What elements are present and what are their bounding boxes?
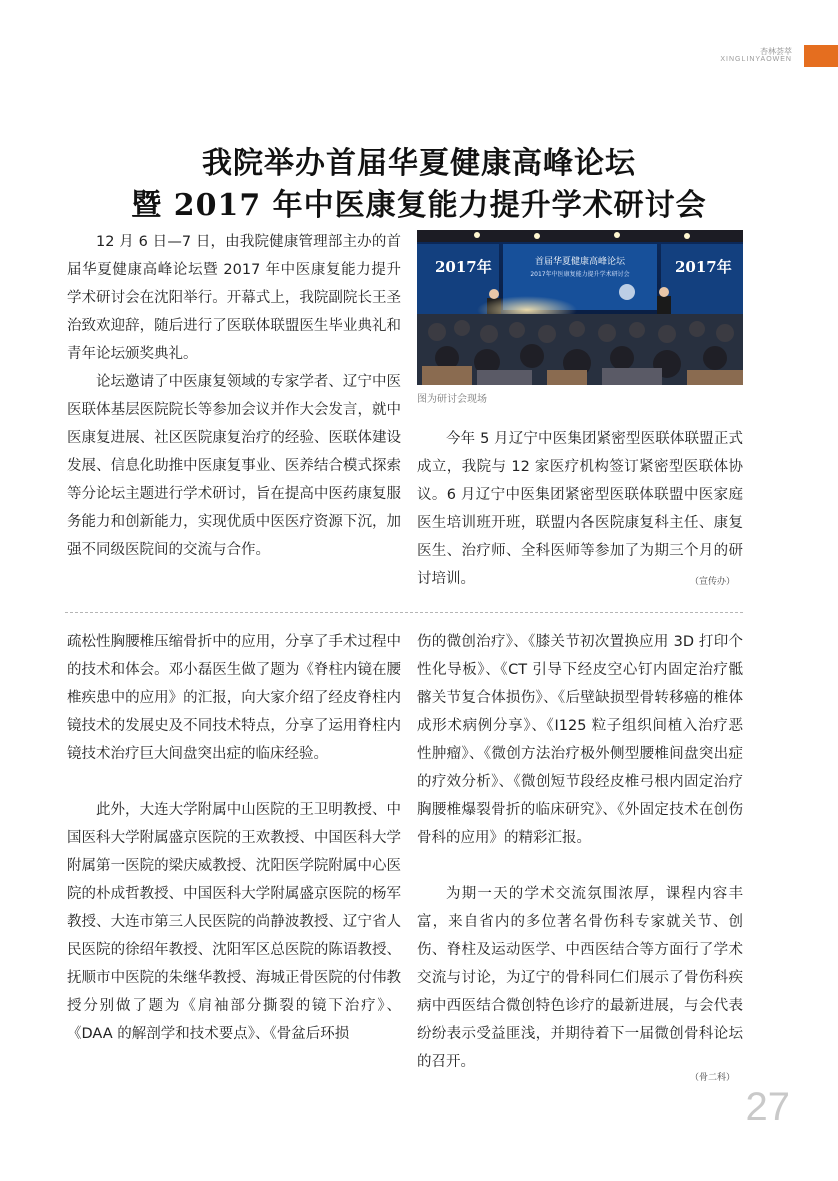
intro-paragraph: 12 月 6 日—7 日，由我院健康管理部主办的首届华夏健康高峰论坛暨 2017 年中医康复能力提升学术研讨会在沈阳举行。开幕式上，我院副院长王圣治致欢迎辞，随后进行了医联体联盟医生毕业典礼和青年论坛颁奖典礼。 [67,234,401,362]
page-number: 27 [745,1085,790,1129]
conference-photo [417,230,743,385]
department-credit: （骨二科） [690,1073,736,1083]
alliance-paragraph: 今年 5 月辽宁中医集团紧密型医联体联盟正式成立，我院与 12 家医疗机构签订紧密型医联体协议。6 月辽宁中医集团紧密型医联体联盟中医家庭医生培训班开班，联盟内各医院康复科主任、康复医生、治疗师、全科医师等参加了为期三个月的研讨培训。 [417,431,743,587]
author-credit: （宣传办） [690,577,736,587]
right-screen-text: 2017年 [675,258,732,276]
continued-right-paragraph-1: 伤的微创治疗》、《膝关节初次置换应用 3D 打印个性化导板》、《CT 引导下经皮空心钉内固定治疗骶髂关节复合体损伤》、《后壁缺损型骨转移癌的椎体成形术病例分享》、《I125 粒子组织间植入治疗恶性肿瘤》、《微创方法治疗极外侧型腰椎间盘突出症的疗效分析》、《微创短节段经皮椎弓根内固定治疗胸腰椎爆裂骨折的临床研究》、《外固定技术在创伤骨科的应用》的精彩汇报。 [417,634,743,846]
article-title-line2: 暨 2017 年中医康复能力提升学术研讨会 [131,188,707,223]
forum-paragraph: 论坛邀请了中医康复领域的专家学者、辽宁中医医联体基层医院院长等参加会议并作大会发言，就中医康复进展、社区医院康复治疗的经验、医联体建设发展、信息化助推中医康复事业、医养结合模式探索等分论坛主题进行学术研讨，旨在提高中医药康复服务能力和创新能力，实现优质中医医疗资源下沉，加强不同级医院间的交流与合作。 [67,374,401,558]
continued-left-paragraph-2: 此外，大连大学附属中山医院的王卫明教授、中国医科大学附属盛京医院的王欢教授、中国医科大学附属第一医院的梁庆威教授、沈阳医学院附属中心医院的朴成哲教授、中国医科大学附属盛京医院的杨军教授、大连市第三人民医院的尚静波教授、辽宁省人民医院的徐绍年教授、沈阳军区总医院的陈语教授、抚顺市中医院的朱继华教授、海城正骨医院的付伟教授分别做了题为《肩袖部分撕裂的镜下治疗》、《DAA 的解剖学和技术要点》、《骨盆后环损 [67,802,401,1042]
banner-title: 首届华夏健康高峰论坛 [534,257,626,267]
banner-subtitle: 2017年中医康复能力提升学术研讨会 [530,271,630,278]
section-divider [65,612,743,613]
article-title-line1: 我院举办首届华夏健康高峰论坛 [202,146,636,181]
section-name-pinyin: XINGLINYAOWEN [720,56,792,63]
continued-right-paragraph-2: 为期一天的学术交流氛围浓厚，课程内容丰富，来自省内的多位著名骨伤科专家就关节、创伤、脊柱及运动医学、中西医结合等方面行了学术交流与讨论，为辽宁的骨科同仁们展示了骨伤科疾病中西医结合微创特色诊疗的最新进展，与会代表纷纷表示受益匪浅，并期待着下一届微创骨科论坛的召开。 [417,886,743,1070]
photo-caption: 图为研讨会现场 [417,394,487,405]
left-screen-text: 2017年 [435,258,492,276]
section-tab [804,45,838,67]
section-name: 杏林荟萃 [760,47,792,56]
continued-left-paragraph-1: 疏松性胸腰椎压缩骨折中的应用，分享了手术过程中的技术和体会。邓小磊医生做了题为《脊柱内镜在腰椎疾患中的应用》的汇报，向大家介绍了经皮脊柱内镜技术的发展史及不同技术特点，分享了运用脊柱内镜技术治疗巨大间盘突出症的临床经验。 [67,634,401,762]
